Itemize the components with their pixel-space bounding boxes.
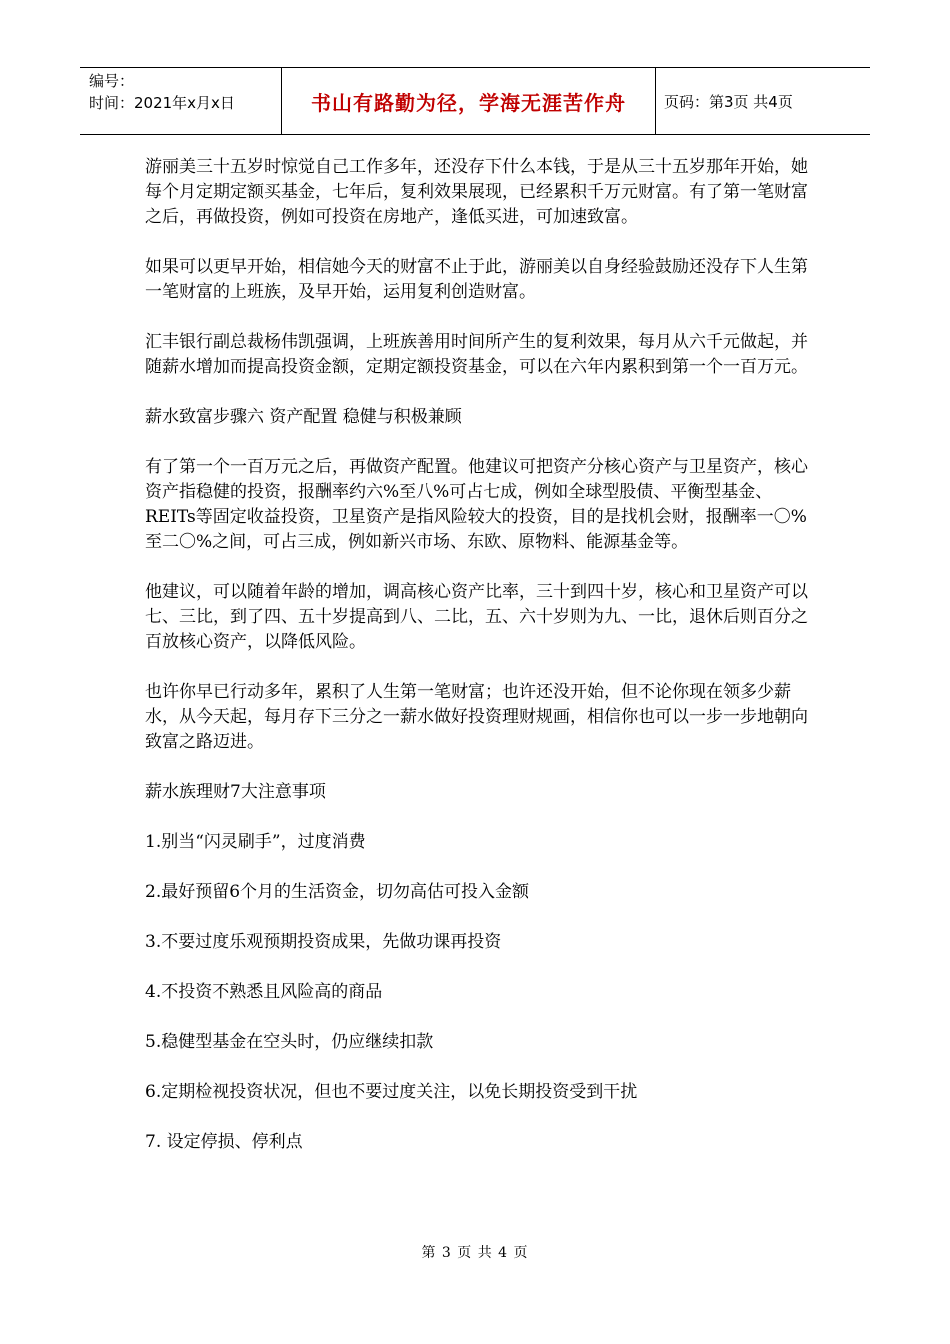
section-heading: 薪水致富步骤六 资产配置 稳健与积极兼顾 bbox=[145, 407, 462, 427]
paragraph: 他建议，可以随着年龄的增加，调高核心资产比率，三十到四十岁，核心和卫星资产可以七、三比，到了四、五十岁提高到八、二比，五、六十岁则为九、一比，退休后则百分之百放核心资产，以降低风险。 bbox=[145, 582, 808, 652]
time-label: 时间：2021年x月x日 bbox=[89, 94, 235, 112]
paragraph: 游丽美三十五岁时惊觉自己工作多年，还没存下什么本钱，于是从三十五岁那年开始，她每个月定期定额买基金，七年后，复利效果展现，已经累积千万元财富。有了第一笔财富之后，再做投资，例如可投资在房地产，逢低买进，可加速致富。 bbox=[145, 157, 808, 227]
list-item: 2.最好预留6个月的生活资金，切勿高估可投入金额 bbox=[145, 882, 530, 902]
header-meta bbox=[80, 68, 282, 134]
document-body bbox=[145, 155, 815, 1180]
list-item: 7. 设定停损、停利点 bbox=[145, 1132, 303, 1152]
page-header bbox=[80, 67, 870, 135]
list-item: 6.定期检视投资状况，但也不要过度关注，以免长期投资受到干扰 bbox=[145, 1082, 638, 1102]
section-heading: 薪水族理财7大注意事项 bbox=[145, 782, 326, 802]
header-motto: 书山有路勤为径，学海无涯苦作舟 bbox=[282, 68, 656, 134]
list-item: 4.不投资不熟悉且风险高的商品 bbox=[145, 982, 383, 1002]
list-item: 1.别当“闪灵刷手”，过度消费 bbox=[145, 832, 366, 852]
list-item: 5.稳健型基金在空头时，仍应继续扣款 bbox=[145, 1032, 434, 1052]
paragraph: 也许你早已行动多年，累积了人生第一笔财富；也许还没开始，但不论你现在领多少薪水，从今天起，每月存下三分之一薪水做好投资理财规画，相信你也可以一步一步地朝向致富之路迈进。 bbox=[145, 682, 808, 752]
paragraph: 有了第一个一百万元之后，再做资产配置。他建议可把资产分核心资产与卫星资产，核心资产指稳健的投资，报酬率约六%至八%可占七成，例如全球型股债、平衡型基金、REITs等固定收益投资，卫星资产是指风险较大的投资，目的是找机会财，报酬率一〇%至二〇%之间，可占三成，例如新兴市场、东欧、原物料、能源基金等。 bbox=[145, 457, 808, 552]
code-label: 编号： bbox=[89, 72, 135, 90]
list-item: 3.不要过度乐观预期投资成果，先做功课再投资 bbox=[145, 932, 502, 952]
header-page-info: 页码：第3页 共4页 bbox=[664, 92, 793, 111]
paragraph: 如果可以更早开始，相信她今天的财富不止于此，游丽美以自身经验鼓励还没存下人生第一笔财富的上班族，及早开始，运用复利创造财富。 bbox=[145, 257, 808, 302]
page-footer: 第 3 页 共 4 页 bbox=[421, 1245, 529, 1261]
paragraph: 汇丰银行副总裁杨伟凯强调，上班族善用时间所产生的复利效果，每月从六千元做起，并随薪水增加而提高投资金额，定期定额投资基金，可以在六年内累积到第一个一百万元。 bbox=[145, 332, 808, 377]
